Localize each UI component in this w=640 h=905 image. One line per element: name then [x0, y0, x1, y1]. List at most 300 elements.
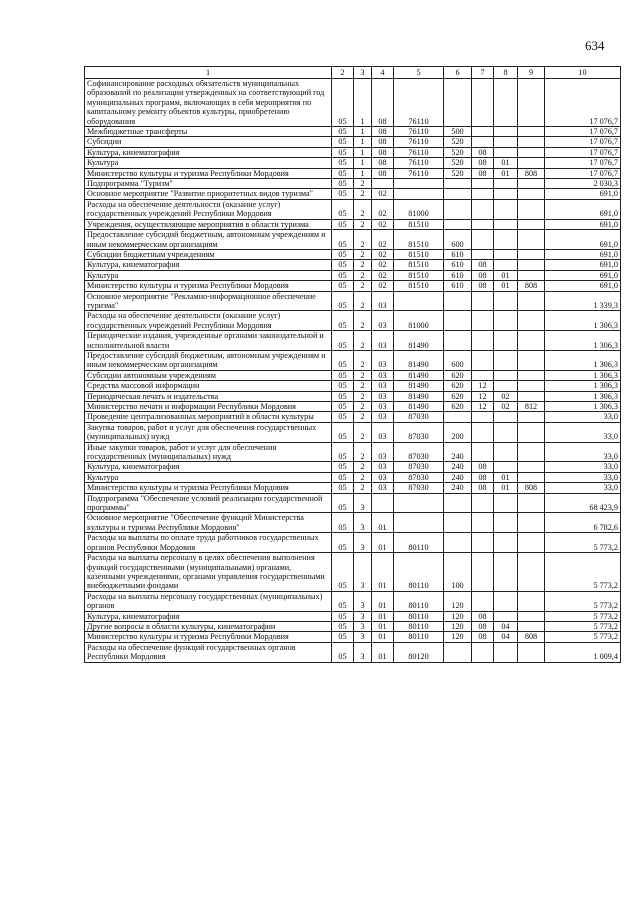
- table-row: [85, 79, 621, 127]
- item-name-cell: Расходы на обеспечение функций государственных органов Республики Мордовия: [85, 642, 332, 662]
- code-section-cell: 08: [472, 147, 494, 157]
- table-row: [85, 147, 621, 157]
- amount-cell: 33,0: [545, 472, 621, 482]
- code-2-cell: 05: [332, 350, 354, 370]
- code-subsection-cell: [494, 230, 518, 250]
- item-name-cell: Министерство культуры и туризма Республики Мордовия: [85, 632, 332, 642]
- code-2-cell: 05: [332, 493, 354, 513]
- code-expense-type-cell: 120: [444, 632, 472, 642]
- code-expense-type-cell: [444, 291, 472, 311]
- code-target-cell: [394, 291, 444, 311]
- code-subsection-cell: [494, 249, 518, 259]
- code-target-cell: 76110: [394, 168, 444, 178]
- code-expense-type-cell: 610: [444, 281, 472, 291]
- item-name-cell: Министерство печати и информации Республики Мордовия: [85, 402, 332, 412]
- code-ministry-cell: [518, 179, 545, 189]
- amount-cell: 691,0: [545, 260, 621, 270]
- code-section-cell: [472, 591, 494, 611]
- code-3-cell: 3: [354, 611, 372, 621]
- code-2-cell: 05: [332, 611, 354, 621]
- code-3-cell: 2: [354, 311, 372, 331]
- code-section-cell: [472, 331, 494, 351]
- code-section-cell: [472, 412, 494, 422]
- code-target-cell: [394, 189, 444, 199]
- code-target-cell: 76110: [394, 158, 444, 168]
- code-3-cell: 2: [354, 402, 372, 412]
- code-subsection-cell: [494, 189, 518, 199]
- code-4-cell: 01: [372, 611, 394, 621]
- code-ministry-cell: [518, 391, 545, 401]
- code-ministry-cell: [518, 291, 545, 311]
- code-4-cell: 03: [372, 483, 394, 493]
- column-header: 3: [354, 67, 372, 79]
- code-ministry-cell: [518, 611, 545, 621]
- code-target-cell: 87030: [394, 422, 444, 442]
- code-expense-type-cell: 520: [444, 168, 472, 178]
- column-header: 1: [85, 67, 332, 79]
- code-expense-type-cell: 100: [444, 553, 472, 592]
- code-subsection-cell: [494, 137, 518, 147]
- code-4-cell: 03: [372, 370, 394, 380]
- code-ministry-cell: [518, 331, 545, 351]
- amount-cell: 6 782,6: [545, 513, 621, 533]
- code-3-cell: 2: [354, 219, 372, 229]
- code-target-cell: 81000: [394, 199, 444, 219]
- code-2-cell: 05: [332, 381, 354, 391]
- table-row: [85, 391, 621, 401]
- code-ministry-cell: [518, 137, 545, 147]
- item-name-cell: Предоставление субсидий бюджетным, автономным учреждениям и иным некоммерческим организациям: [85, 350, 332, 370]
- item-name-cell: Субсидии бюджетным учреждениям: [85, 249, 332, 259]
- code-expense-type-cell: [444, 219, 472, 229]
- code-target-cell: 81490: [394, 350, 444, 370]
- column-header: 2: [332, 67, 354, 79]
- code-2-cell: 05: [332, 422, 354, 442]
- code-4-cell: 02: [372, 189, 394, 199]
- code-subsection-cell: [494, 533, 518, 553]
- amount-cell: 691,0: [545, 270, 621, 280]
- code-section-cell: [472, 642, 494, 662]
- code-4-cell: 02: [372, 260, 394, 270]
- amount-cell: 5 773,2: [545, 591, 621, 611]
- code-3-cell: 3: [354, 642, 372, 662]
- code-2-cell: 05: [332, 632, 354, 642]
- code-target-cell: 87030: [394, 462, 444, 472]
- code-target-cell: 76110: [394, 147, 444, 157]
- code-4-cell: 01: [372, 533, 394, 553]
- item-name-cell: Расходы на выплаты по оплате труда работников государственных органов Республики Мордовия: [85, 533, 332, 553]
- code-section-cell: 08: [472, 621, 494, 631]
- table-row: [85, 249, 621, 259]
- table-row: [85, 412, 621, 422]
- code-2-cell: 05: [332, 79, 354, 127]
- code-4-cell: 01: [372, 621, 394, 631]
- column-header: 4: [372, 67, 394, 79]
- code-3-cell: 2: [354, 260, 372, 270]
- code-3-cell: 2: [354, 189, 372, 199]
- code-target-cell: 81510: [394, 230, 444, 250]
- code-section-cell: [472, 137, 494, 147]
- code-2-cell: 05: [332, 402, 354, 412]
- code-4-cell: 02: [372, 249, 394, 259]
- code-section-cell: [472, 219, 494, 229]
- code-section-cell: 08: [472, 281, 494, 291]
- table-row: [85, 270, 621, 280]
- code-3-cell: 2: [354, 422, 372, 442]
- code-3-cell: 2: [354, 331, 372, 351]
- amount-cell: 33,0: [545, 412, 621, 422]
- item-name-cell: Закупка товаров, работ и услуг для обеспечения государственных (муниципальных) нужд: [85, 422, 332, 442]
- item-name-cell: Культура, кинематография: [85, 260, 332, 270]
- code-expense-type-cell: [444, 642, 472, 662]
- code-2-cell: 05: [332, 533, 354, 553]
- code-subsection-cell: [494, 79, 518, 127]
- item-name-cell: Культура, кинематография: [85, 611, 332, 621]
- code-expense-type-cell: 610: [444, 260, 472, 270]
- code-ministry-cell: 808: [518, 632, 545, 642]
- code-section-cell: 08: [472, 472, 494, 482]
- code-4-cell: 08: [372, 79, 394, 127]
- code-subsection-cell: 04: [494, 621, 518, 631]
- table-row: [85, 137, 621, 147]
- code-4-cell: 08: [372, 147, 394, 157]
- code-target-cell: 80110: [394, 533, 444, 553]
- code-section-cell: [472, 79, 494, 127]
- code-target-cell: [394, 179, 444, 189]
- code-subsection-cell: [494, 199, 518, 219]
- code-2-cell: 05: [332, 127, 354, 137]
- code-2-cell: 05: [332, 513, 354, 533]
- code-ministry-cell: [518, 533, 545, 553]
- code-3-cell: 2: [354, 462, 372, 472]
- column-header: 10: [545, 67, 621, 79]
- table-row: [85, 402, 621, 412]
- code-3-cell: 2: [354, 281, 372, 291]
- column-header: 5: [394, 67, 444, 79]
- column-header: 9: [518, 67, 545, 79]
- amount-cell: 1 306,3: [545, 370, 621, 380]
- code-section-cell: 08: [472, 270, 494, 280]
- code-expense-type-cell: [444, 311, 472, 331]
- code-ministry-cell: [518, 591, 545, 611]
- table-row: [85, 370, 621, 380]
- table-row: [85, 462, 621, 472]
- code-subsection-cell: [494, 179, 518, 189]
- code-subsection-cell: [494, 331, 518, 351]
- code-section-cell: 08: [472, 483, 494, 493]
- code-ministry-cell: [518, 219, 545, 229]
- item-name-cell: Министерство культуры и туризма Республики Мордовия: [85, 281, 332, 291]
- code-4-cell: 03: [372, 422, 394, 442]
- code-ministry-cell: [518, 621, 545, 631]
- code-4-cell: 03: [372, 462, 394, 472]
- page-number: 634: [585, 38, 605, 53]
- code-4-cell: 08: [372, 127, 394, 137]
- table-row: [85, 311, 621, 331]
- code-3-cell: 3: [354, 621, 372, 631]
- code-expense-type-cell: 610: [444, 270, 472, 280]
- code-ministry-cell: [518, 472, 545, 482]
- table-row: [85, 483, 621, 493]
- code-expense-type-cell: 620: [444, 370, 472, 380]
- code-target-cell: 87030: [394, 472, 444, 482]
- code-target-cell: 81000: [394, 311, 444, 331]
- code-4-cell: [372, 493, 394, 513]
- amount-cell: 1 306,3: [545, 311, 621, 331]
- code-4-cell: 01: [372, 591, 394, 611]
- code-3-cell: 1: [354, 127, 372, 137]
- code-section-cell: [472, 533, 494, 553]
- item-name-cell: Средства массовой информации: [85, 381, 332, 391]
- amount-cell: 5 773,2: [545, 553, 621, 592]
- code-ministry-cell: 808: [518, 168, 545, 178]
- code-section-cell: 12: [472, 391, 494, 401]
- code-target-cell: 87030: [394, 412, 444, 422]
- code-section-cell: [472, 493, 494, 513]
- code-3-cell: 1: [354, 79, 372, 127]
- code-3-cell: 2: [354, 179, 372, 189]
- table-row: [85, 331, 621, 351]
- code-target-cell: 81490: [394, 381, 444, 391]
- table-row: [85, 291, 621, 311]
- code-2-cell: 05: [332, 370, 354, 380]
- code-2-cell: 05: [332, 642, 354, 662]
- code-2-cell: 05: [332, 158, 354, 168]
- code-2-cell: 05: [332, 472, 354, 482]
- code-subsection-cell: [494, 553, 518, 592]
- item-name-cell: Министерство культуры и туризма Республики Мордовия: [85, 168, 332, 178]
- code-target-cell: 81490: [394, 391, 444, 401]
- table-row: [85, 260, 621, 270]
- code-3-cell: 2: [354, 270, 372, 280]
- item-name-cell: Основное мероприятие "Развитие приоритетных видов туризма": [85, 189, 332, 199]
- amount-cell: 1 339,3: [545, 291, 621, 311]
- code-ministry-cell: [518, 270, 545, 280]
- code-subsection-cell: [494, 442, 518, 462]
- header-row: [85, 67, 621, 79]
- table-row: [85, 513, 621, 533]
- code-expense-type-cell: [444, 331, 472, 351]
- code-target-cell: 81510: [394, 249, 444, 259]
- code-target-cell: 80110: [394, 611, 444, 621]
- code-target-cell: 81510: [394, 270, 444, 280]
- amount-cell: 2 030,3: [545, 179, 621, 189]
- code-expense-type-cell: 600: [444, 230, 472, 250]
- code-3-cell: 2: [354, 230, 372, 250]
- code-3-cell: 3: [354, 493, 372, 513]
- code-4-cell: 03: [372, 412, 394, 422]
- amount-cell: 17 076,7: [545, 168, 621, 178]
- table-row: [85, 422, 621, 442]
- code-expense-type-cell: 610: [444, 249, 472, 259]
- code-section-cell: [472, 199, 494, 219]
- item-name-cell: Культура, кинематография: [85, 147, 332, 157]
- code-target-cell: 80110: [394, 553, 444, 592]
- code-section-cell: [472, 127, 494, 137]
- code-subsection-cell: [494, 462, 518, 472]
- code-expense-type-cell: [444, 179, 472, 189]
- code-2-cell: 05: [332, 260, 354, 270]
- code-subsection-cell: [494, 412, 518, 422]
- code-expense-type-cell: 120: [444, 591, 472, 611]
- code-2-cell: 05: [332, 591, 354, 611]
- code-expense-type-cell: 620: [444, 391, 472, 401]
- code-subsection-cell: 01: [494, 168, 518, 178]
- code-4-cell: 02: [372, 219, 394, 229]
- code-4-cell: 03: [372, 381, 394, 391]
- table-row: [85, 591, 621, 611]
- table-row: [85, 533, 621, 553]
- code-4-cell: 08: [372, 158, 394, 168]
- code-subsection-cell: [494, 350, 518, 370]
- amount-cell: 68 423,9: [545, 493, 621, 513]
- amount-cell: 1 306,3: [545, 402, 621, 412]
- item-name-cell: Периодические издания, учрежденные органами законодательной и исполнительной власти: [85, 331, 332, 351]
- code-4-cell: 03: [372, 472, 394, 482]
- table-row: [85, 611, 621, 621]
- code-expense-type-cell: [444, 79, 472, 127]
- item-name-cell: Подпрограмма "Туризм": [85, 179, 332, 189]
- item-name-cell: Софинансирование расходных обязательств муниципальных образований по реализации утвержденных на соответствующий год муниципальных программ, включающих в себя мероприятия по капитальному ремонту объектов культуры, приобретению оборудования: [85, 79, 332, 127]
- amount-cell: 33,0: [545, 483, 621, 493]
- code-subsection-cell: 01: [494, 270, 518, 280]
- code-expense-type-cell: 120: [444, 611, 472, 621]
- item-name-cell: Культура: [85, 270, 332, 280]
- code-ministry-cell: [518, 553, 545, 592]
- code-subsection-cell: 02: [494, 402, 518, 412]
- code-expense-type-cell: 500: [444, 127, 472, 137]
- code-2-cell: 05: [332, 553, 354, 592]
- table-row: [85, 553, 621, 592]
- code-section-cell: 08: [472, 462, 494, 472]
- code-ministry-cell: [518, 412, 545, 422]
- code-section-cell: [472, 179, 494, 189]
- code-subsection-cell: [494, 493, 518, 513]
- column-header: 6: [444, 67, 472, 79]
- code-ministry-cell: [518, 249, 545, 259]
- code-ministry-cell: [518, 260, 545, 270]
- amount-cell: 1 306,3: [545, 331, 621, 351]
- code-2-cell: 05: [332, 147, 354, 157]
- table-row: [85, 350, 621, 370]
- table-row: [85, 179, 621, 189]
- code-2-cell: 05: [332, 412, 354, 422]
- code-ministry-cell: [518, 493, 545, 513]
- item-name-cell: Расходы на обеспечение деятельности (оказание услуг) государственных учреждений Республики Мордовия: [85, 199, 332, 219]
- code-ministry-cell: 812: [518, 402, 545, 412]
- code-section-cell: [472, 189, 494, 199]
- item-name-cell: Подпрограмма "Обеспечение условий реализации государственной программы": [85, 493, 332, 513]
- code-target-cell: 80110: [394, 591, 444, 611]
- table-row: [85, 642, 621, 662]
- code-expense-type-cell: 240: [444, 442, 472, 462]
- amount-cell: 5 773,2: [545, 533, 621, 553]
- code-2-cell: 05: [332, 291, 354, 311]
- code-3-cell: 2: [354, 391, 372, 401]
- amount-cell: 1 009,4: [545, 642, 621, 662]
- item-name-cell: Межбюджетные трансферты: [85, 127, 332, 137]
- code-subsection-cell: [494, 311, 518, 331]
- code-4-cell: 03: [372, 402, 394, 412]
- amount-cell: 5 773,2: [545, 611, 621, 621]
- code-section-cell: 08: [472, 632, 494, 642]
- code-2-cell: 05: [332, 391, 354, 401]
- code-expense-type-cell: [444, 513, 472, 533]
- code-3-cell: 1: [354, 158, 372, 168]
- code-expense-type-cell: 240: [444, 472, 472, 482]
- code-3-cell: 1: [354, 137, 372, 147]
- code-4-cell: 02: [372, 281, 394, 291]
- item-name-cell: Периодическая печать и издательства: [85, 391, 332, 401]
- code-target-cell: 80110: [394, 632, 444, 642]
- code-expense-type-cell: [444, 199, 472, 219]
- code-ministry-cell: [518, 422, 545, 442]
- amount-cell: 5 773,2: [545, 621, 621, 631]
- code-section-cell: [472, 422, 494, 442]
- code-3-cell: 3: [354, 533, 372, 553]
- code-section-cell: [472, 230, 494, 250]
- code-2-cell: 05: [332, 442, 354, 462]
- code-4-cell: 02: [372, 199, 394, 219]
- code-target-cell: 81490: [394, 370, 444, 380]
- code-ministry-cell: [518, 642, 545, 662]
- item-name-cell: Основное мероприятие "Рекламно-информационное обеспечение туризма": [85, 291, 332, 311]
- code-target-cell: 87030: [394, 442, 444, 462]
- code-3-cell: 2: [354, 350, 372, 370]
- table-row: [85, 168, 621, 178]
- code-4-cell: 03: [372, 331, 394, 351]
- code-target-cell: 81510: [394, 281, 444, 291]
- code-ministry-cell: [518, 311, 545, 331]
- code-expense-type-cell: [444, 533, 472, 553]
- code-subsection-cell: [494, 591, 518, 611]
- code-section-cell: [472, 513, 494, 533]
- table-row: [85, 199, 621, 219]
- code-target-cell: 76110: [394, 127, 444, 137]
- code-subsection-cell: [494, 370, 518, 380]
- code-target-cell: [394, 513, 444, 533]
- code-2-cell: 05: [332, 483, 354, 493]
- table-body: [85, 79, 621, 663]
- item-name-cell: Учреждения, осуществляющие мероприятия в области туризма: [85, 219, 332, 229]
- code-expense-type-cell: 520: [444, 137, 472, 147]
- code-subsection-cell: [494, 642, 518, 662]
- code-ministry-cell: [518, 127, 545, 137]
- code-3-cell: 2: [354, 412, 372, 422]
- code-2-cell: 05: [332, 621, 354, 631]
- item-name-cell: Расходы на выплаты персоналу в целях обеспечения выполнения функций государственными (муниципальными) органами, казенными учреждениями, органами управления государственными внебюджетными фондами: [85, 553, 332, 592]
- code-4-cell: 01: [372, 642, 394, 662]
- code-3-cell: 1: [354, 147, 372, 157]
- code-expense-type-cell: 620: [444, 402, 472, 412]
- code-4-cell: [372, 179, 394, 189]
- amount-cell: 691,0: [545, 199, 621, 219]
- code-expense-type-cell: [444, 493, 472, 513]
- code-expense-type-cell: 600: [444, 350, 472, 370]
- amount-cell: 33,0: [545, 422, 621, 442]
- code-subsection-cell: [494, 422, 518, 442]
- code-3-cell: 1: [354, 168, 372, 178]
- amount-cell: 17 076,7: [545, 137, 621, 147]
- code-section-cell: [472, 291, 494, 311]
- table-row: [85, 281, 621, 291]
- code-3-cell: 3: [354, 513, 372, 533]
- amount-cell: 1 306,3: [545, 391, 621, 401]
- code-section-cell: 08: [472, 611, 494, 621]
- amount-cell: 5 773,2: [545, 632, 621, 642]
- item-name-cell: Проведение централизованных мероприятий в области культуры: [85, 412, 332, 422]
- code-subsection-cell: 02: [494, 391, 518, 401]
